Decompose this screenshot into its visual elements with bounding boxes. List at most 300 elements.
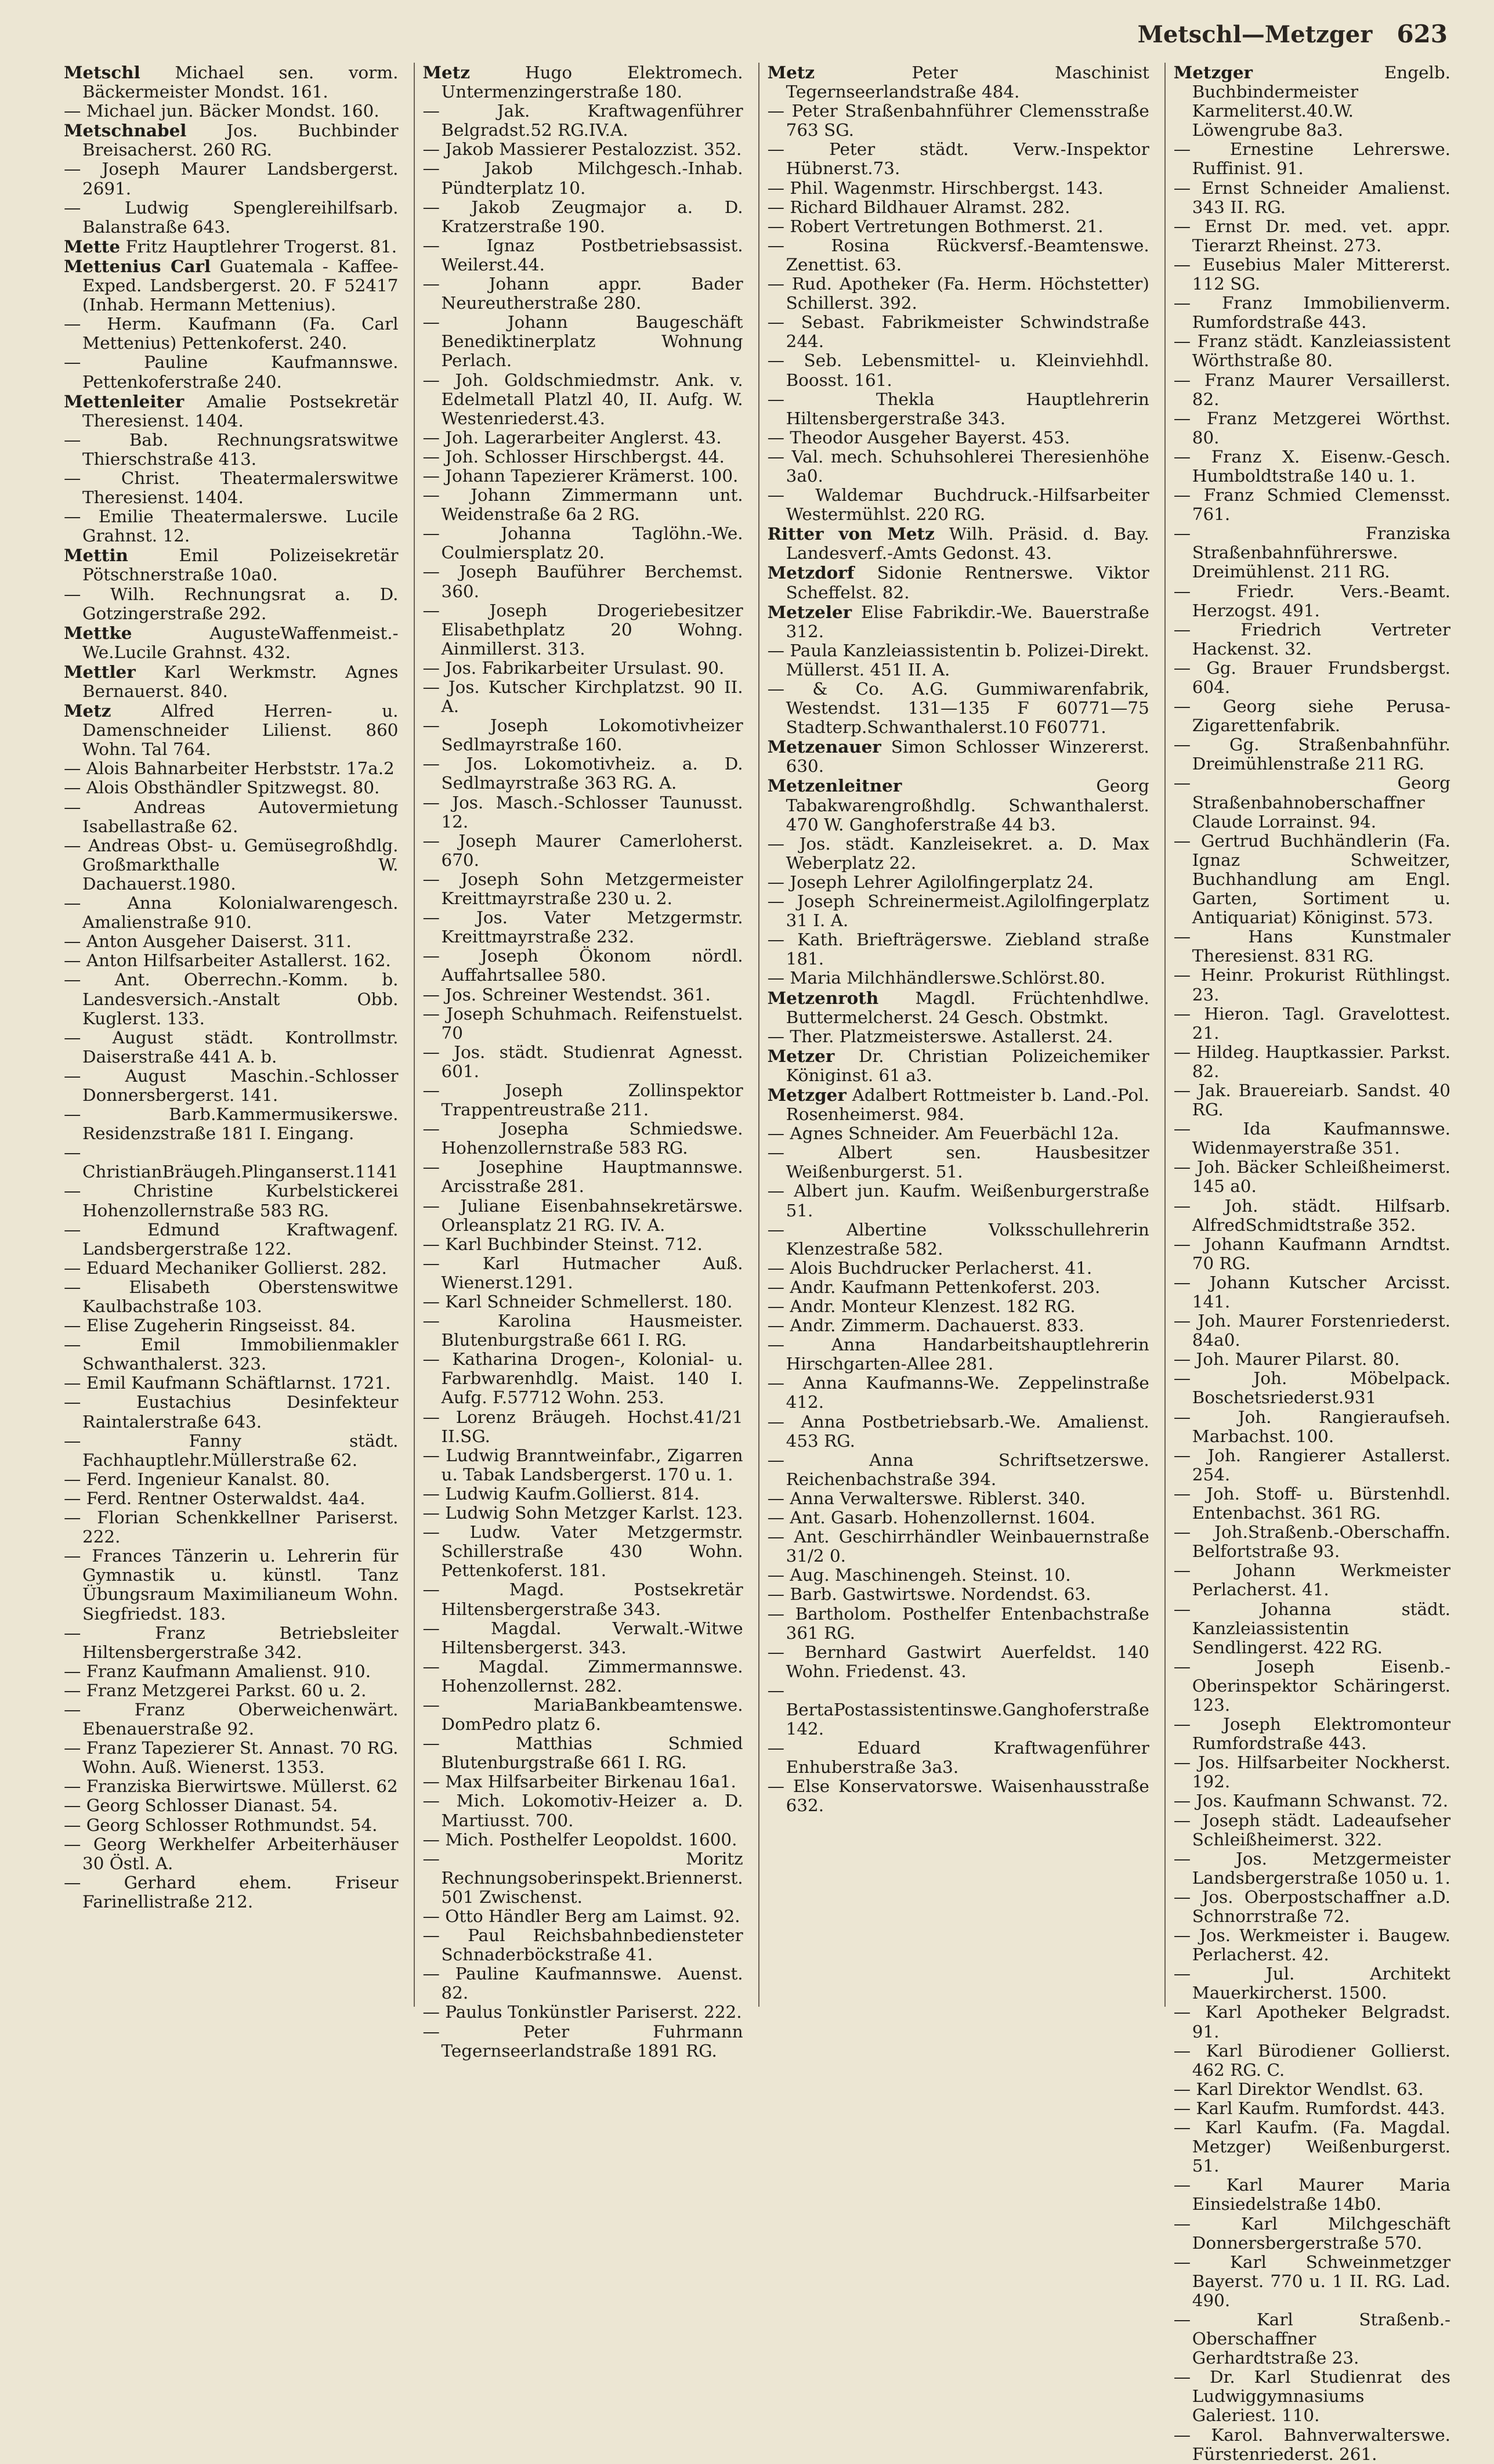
directory-entry [768, 428, 1149, 447]
directory-entry [1174, 1811, 1450, 1849]
directory-entry [423, 601, 743, 659]
entry-text: Peter Maschinist Tegernseerlandstraße 484. [786, 63, 1149, 102]
entry-text: — Emil Kaufmann Schäftlarnst. 1721. [64, 1373, 391, 1393]
entry-text: — Andr. Kaufmann Pettenkoferst. 203. [767, 1277, 1101, 1297]
directory-entry [64, 894, 399, 932]
directory-entry [423, 1523, 743, 1580]
entry-text: — Johanna städt. Kanzleiassistentin Sendlingerst. 422 RG. [1173, 1599, 1450, 1657]
entry-text: — Hildeg. Hauptkassier. Parkst. 82. [1173, 1042, 1450, 1081]
entry-text: — Joseph Schuhmach. Reifenstuelst. 70 [422, 1003, 743, 1043]
directory-entry [64, 1028, 399, 1067]
entry-text: — Franz X. Eisenw.-Gesch. Humboldtstraße 140 u. 1. [1173, 446, 1450, 486]
entry-text: — Joh. Rangierer Astallerst. 254. [1173, 1445, 1450, 1484]
entry-text: Simon Schlosser Winzererst. 630. [786, 737, 1149, 776]
entry-text: Karl Werkmstr. Agnes Bernauerst. 840. [82, 662, 399, 701]
entry-text: — Joseph Maurer Landsbergerst. 2691. [64, 159, 399, 198]
directory-entry [768, 198, 1149, 217]
entry-text: — Joh. Maurer Forstenriederst. 84a0. [1173, 1311, 1450, 1350]
entry-text: — Robert Vertretungen Bothmerst. 21. [767, 216, 1104, 236]
directory-entry [768, 524, 1149, 563]
entry-text: — Joh. Möbelpack. Boschetsriederst.931 [1173, 1368, 1450, 1408]
entry-text: — Georg Werkhelfer Arbeiterhäuser 30 Östl. A. [64, 1834, 399, 1873]
entry-text: Michael sen. vorm. Bäckermeister Mondst. 161. [82, 63, 399, 102]
entry-text: — Albert jun. Kaufm. Weißenburgerstraße 51. [767, 1181, 1149, 1220]
directory-entry [1174, 2176, 1450, 2214]
entry-text: — Pauline Kaufmannswe. Auenst. 82. [422, 1964, 743, 2003]
directory-entry [423, 236, 743, 274]
entry-surname: Mette [64, 236, 121, 256]
entry-text: — Karl Kaufm. (Fa. Magdal. Metzger) Weißenburgerst. 51. [1173, 2118, 1450, 2176]
entry-text: — Maria Milchhändlerswe.Schlörst.80. [767, 968, 1106, 988]
directory-entry [768, 1508, 1149, 1527]
directory-entry [423, 562, 743, 601]
entry-text: — Jak. Brauereiarb. Sandst. 40 RG. [1173, 1080, 1450, 1120]
column-1 [64, 63, 404, 2007]
directory-entry [64, 237, 399, 256]
entry-text: — Jos. Schreiner Westendst. 361. [422, 984, 711, 1005]
entry-text: — Jos. Kutscher Kirchplatzst. 90 II. A. [422, 677, 743, 717]
directory-entry [1174, 697, 1450, 735]
directory-entry [768, 680, 1149, 737]
entry-text: — Andreas Obst- u. Gemüsegroßhdlg. Großmarkthalle W. Dachauerst.1980. [64, 835, 399, 894]
entry-text: — Katharina Drogen-, Kolonial- u. Farbwarenhdlg. Maist. 140 I. Aufg. F.57712 Wohn. 253. [422, 1349, 743, 1408]
entry-text: Wilh. Präsid. d. Bay. Landesverf.-Amts Gedonst. 43. [786, 524, 1149, 563]
directory-entry [1174, 447, 1450, 486]
directory-entry [423, 1043, 743, 1081]
entry-surname: Metzenauer [767, 736, 881, 757]
entry-text: — Gg. Brauer Frundsbergst. 604. [1173, 657, 1450, 697]
entry-text: — Karol. Bahnverwalterswe. Fürstenriederst. 261. [1173, 2425, 1450, 2464]
entry-text: — Michael jun. Bäcker Mondst. 160. [64, 101, 379, 121]
directory-entry [64, 1143, 399, 1182]
directory-entry [423, 1619, 743, 1657]
entry-text: — Anna Handarbeitshauptlehrerin Hirschgarten-Allee 281. [767, 1335, 1149, 1374]
directory-entry [768, 1643, 1149, 1681]
entry-text: — Joh. Goldschmiedmstr. Ank. v. Edelmetall Platzl 40, II. Aufg. W. Westenriederst.43. [422, 370, 743, 428]
entry-text: — Franz Betriebsleiter Hiltensbergerstraße 342. [64, 1623, 399, 1662]
directory-entry [64, 836, 399, 894]
directory-entry [768, 63, 1149, 102]
directory-entry [423, 985, 743, 1005]
entry-text: — Franz Metzgerei Wörthst. 80. [1173, 408, 1450, 447]
entry-text: Emil Polizeisekretär Pötschnerstraße 10a0. [82, 545, 399, 585]
directory-entry [768, 930, 1149, 969]
directory-entry [423, 371, 743, 428]
directory-entry [768, 1278, 1149, 1297]
entry-text: — Friedr. Vers.-Beamt. Herzogst. 491. [1173, 581, 1450, 620]
directory-entry [423, 870, 743, 908]
page-header [986, 20, 1448, 55]
entry-text: — Jak. Kraftwagenführer Belgradst.52 RG.IV.A. [422, 101, 743, 140]
directory-entry [1174, 1273, 1450, 1312]
directory-entry [768, 1605, 1149, 1643]
directory-entry [1174, 2253, 1450, 2310]
entry-text: — Alois Bahnarbeiter Herbststr. 17a.2 [64, 758, 395, 779]
directory-entry [423, 1158, 743, 1196]
entry-text: — Lorenz Bräugeh. Hochst.41/21 II.SG. [422, 1407, 743, 1446]
directory-entry [64, 1182, 399, 1220]
column-4 [1164, 62, 1456, 2464]
directory-entry [64, 932, 399, 951]
entry-text: — BertaPostassistentinswe.Ganghoferstraße 142. [767, 1680, 1149, 1739]
entry-text: — Franz Tapezierer St. Annast. 70 RG. Wohn. Auß. Wienerst. 1353. [64, 1738, 399, 1777]
running-title: Metschl—Metzger [1137, 21, 1373, 48]
entry-text: — Edmund Kraftwagenf. Landsbergerstraße 122. [64, 1219, 399, 1259]
entry-text: — Karl Schneider Schmellerst. 180. [422, 1292, 733, 1312]
entry-text: — Anna Kolonialwarengesch. Amalienstraße 910. [64, 893, 399, 933]
directory-entry [64, 1816, 399, 1835]
entry-text: — Jos. Lokomotivheiz. a. D. Sedlmayrstraße 363 RG. A. [422, 754, 743, 793]
directory-entry [423, 486, 743, 524]
entry-text: — Herm. Kaufmann (Fa. Carl Mettenius) Pettenkoferst. 240. [64, 314, 399, 353]
entry-text: — Karolina Hausmeister. Blutenburgstraße 661 I. RG. [422, 1311, 743, 1350]
entry-surname: Mettke [64, 622, 132, 643]
directory-entry [423, 2003, 743, 2022]
entry-surname: Metz [422, 62, 471, 82]
entry-text: — Franz Schmied Clemensst. 761. [1173, 485, 1450, 525]
directory-entry [768, 988, 1149, 1027]
directory-entry [768, 1297, 1149, 1316]
directory-entry [1174, 1369, 1450, 1407]
directory-entry [1174, 1005, 1450, 1043]
directory-entry [423, 313, 743, 370]
directory-entry [1174, 1350, 1450, 1369]
entry-text: — Joh. Maurer Pilarst. 80. [1173, 1349, 1400, 1370]
directory-entry [64, 1873, 399, 1912]
entry-text: — Christ. Theatermalerswitwe Theresienst. 1404. [64, 468, 399, 508]
directory-entry [768, 1143, 1149, 1182]
entry-text: — MariaBankbeamtenswe. DomPedro platz 6. [422, 1695, 743, 1735]
directory-entry [64, 392, 399, 431]
entry-text: — Seb. Lebensmittel- u. Kleinviehhdl. Boosst. 161. [767, 351, 1149, 390]
directory-entry [768, 641, 1149, 680]
directory-entry [768, 1027, 1149, 1046]
directory-entry [64, 585, 399, 623]
entry-text: — Jos. Vater Metzgermstr. Kreittmayrstraße 232. [422, 908, 743, 947]
directory-entry [768, 737, 1149, 776]
directory-entry [64, 353, 399, 391]
directory-entry [64, 1700, 399, 1739]
directory-entry [423, 1235, 743, 1254]
entry-text: — Ant. Geschirrhändler Weinbauernstraße 31/2 0. [767, 1527, 1149, 1566]
entry-text: — Ferd. Ingenieur Kanalst. 80. [64, 1469, 330, 1489]
directory-entry [64, 1777, 399, 1796]
entry-text: — Waldemar Buchdruck.-Hilfsarbeiter Westermühlst. 220 RG. [767, 485, 1149, 525]
directory-entry [423, 1119, 743, 1158]
entry-text: — Emilie Theatermalerswe. Lucile Grahnst. 12. [64, 507, 399, 546]
directory-entry [1174, 2426, 1450, 2464]
entry-text: — Mich. Lokomotiv-Heizer a. D. Martiusst. 700. [422, 1791, 743, 1830]
directory-entry [1174, 620, 1450, 659]
directory-entry [1174, 1926, 1450, 1964]
directory-entry [423, 678, 743, 716]
entry-text: — Georg Schlosser Dianast. 54. [64, 1795, 338, 1816]
entry-text: — Gertrud Buchhändlerin (Fa. Ignaz Schweitzer, Buchhandlung am Engl. Garten, Sortiment u. Antiquariat) Königinst. 573. [1173, 830, 1450, 928]
directory-entry [64, 198, 399, 237]
entry-text: — Max Hilfsarbeiter Birkenau 16a1. [422, 1772, 736, 1792]
directory-entry [423, 102, 743, 140]
entry-text: — Agnes Schneider. Am Feuerbächl 12a. [767, 1123, 1119, 1144]
directory-entry [768, 1739, 1149, 1777]
directory-entry [423, 140, 743, 159]
directory-entry [1174, 179, 1450, 217]
entry-surname: Metzenleitner [767, 775, 902, 796]
directory-entry [64, 1316, 399, 1335]
entry-text: — Emil Immobilienmakler Schwanthalerst. 323. [64, 1335, 399, 1374]
directory-entry [423, 198, 743, 236]
directory-entry [768, 602, 1149, 641]
entry-text: — Barb. Gastwirtswe. Nordendst. 63. [767, 1584, 1091, 1605]
directory-entry [768, 834, 1149, 873]
directory-entry [1174, 332, 1450, 370]
directory-entry [64, 951, 399, 970]
entry-text: Dr. Christian Polizeichemiker Königinst. 61 a3. [786, 1046, 1149, 1085]
directory-entry [423, 1197, 743, 1235]
entry-text: — Karl Straßenb.-Oberschaffner Gerhardtstraße 23. [1173, 2309, 1450, 2368]
directory-entry [768, 1374, 1149, 1412]
directory-entry [423, 1446, 743, 1484]
entry-text: Elise Fabrikdir.-We. Bauerstraße 312. [786, 602, 1149, 641]
entry-text: — Joseph Drogeriebesitzer Elisabethplatz 20 Wohng. Ainmillerst. 313. [422, 600, 743, 659]
entry-text: — Karl Hutmacher Auß. Wienerst.1291. [422, 1253, 743, 1292]
directory-entry [423, 1005, 743, 1043]
directory-entry [423, 1350, 743, 1407]
directory-entry [1174, 1119, 1450, 1158]
directory-entry [423, 1254, 743, 1292]
entry-text: — Joseph städt. Ladeaufseher Schleißheimerst. 322. [1173, 1810, 1450, 1849]
entry-text: — Franziska Straßenbahnführerswe. Dreimühlenst. 211 RG. [1173, 523, 1450, 582]
entry-surname: Metzer [767, 1045, 835, 1066]
directory-entry [1174, 2080, 1450, 2099]
entry-text: — Eustachius Desinfekteur Raintalerstraße 643. [64, 1392, 399, 1432]
directory-entry [423, 659, 743, 678]
entry-text: — Anna Kaufmanns-We. Zeppelinstraße 412. [767, 1373, 1149, 1412]
directory-entry [768, 217, 1149, 236]
directory-entry [64, 1662, 399, 1681]
entry-text: — & Co. A.G. Gummiwarenfabrik, Westendst. 131—135 F 60771—75 Stadterp.Schwanthalerst.10 F60771. [767, 679, 1149, 738]
entry-text: — Aug. Maschinengeh. Steinst. 10. [767, 1565, 1071, 1585]
entry-text: — Anna Verwalterswe. Riblerst. 340. [767, 1488, 1086, 1508]
directory-entry [1174, 2118, 1450, 2176]
entry-text: — Heinr. Prokurist Rüthlingst. 23. [1173, 965, 1450, 1005]
entry-text: — Joseph Sohn Metzgermeister Kreittmayrstraße 230 u. 2. [422, 869, 743, 909]
entry-text: — Gg. Straßenbahnführ. Dreimühlenstraße 211 RG. [1173, 735, 1450, 774]
directory-entry [64, 1220, 399, 1259]
entry-text: — Pauline Kaufmannswe. Pettenkoferstraße 240. [64, 352, 399, 392]
entry-text: — Anna Schriftsetzerswe. Reichenbachstraße 394. [767, 1450, 1149, 1489]
entry-text: — Georg siehe Perusa-Zigarettenfabrik. [1173, 696, 1450, 736]
entry-text: — Ther. Platzmeisterswe. Astallerst. 24. [767, 1026, 1113, 1046]
entry-text: — Andr. Zimmerm. Dachauerst. 833. [767, 1316, 1084, 1336]
entry-text: — Peter Straßenbahnführer Clemensstraße 763 SG. [767, 101, 1149, 140]
directory-entry [768, 1585, 1149, 1604]
entry-text: — Florian Schenkkellner Pariserst. 222. [64, 1508, 399, 1547]
entry-text: — Ferd. Rentner Osterwaldst. 4a4. [64, 1488, 366, 1508]
directory-entry [64, 1547, 399, 1623]
directory-entry [768, 1412, 1149, 1451]
directory-entry [423, 447, 743, 467]
entry-text: Alfred Herren- u. Damenschneider Lilienst. 860 Wohn. Tal 764. [82, 701, 399, 760]
entry-text: — Magdal. Zimmermannswe. Hohenzollernst. 282. [422, 1656, 743, 1696]
directory-entry [1174, 966, 1450, 1004]
entry-text: — Karl Milchgeschäft Donnersbergerstraße 570. [1173, 2213, 1450, 2253]
directory-entry [423, 524, 743, 562]
directory-entry [768, 969, 1149, 988]
directory-entry [1174, 1561, 1450, 1599]
entry-text: — Paula Kanzleiassistentin b. Polizei-Direkt. Müllerst. 451 II. A. [767, 640, 1149, 680]
directory-entry [1174, 1235, 1450, 1273]
directory-entry [423, 832, 743, 870]
directory-entry [1174, 1081, 1450, 1119]
directory-entry [768, 563, 1149, 602]
directory-entry [768, 1566, 1149, 1585]
entry-text: — Elisabeth Oberstenswitwe Kaulbachstraße 103. [64, 1277, 399, 1316]
directory-entry [768, 1777, 1149, 1815]
entry-text: — Mich. Posthelfer Leopoldst. 1600. [422, 1829, 737, 1849]
directory-entry [1174, 524, 1450, 581]
directory-entry [423, 1504, 743, 1523]
directory-entry [768, 1316, 1149, 1335]
entry-text: — Joh. Rangieraufseh. Marbachst. 100. [1173, 1407, 1450, 1446]
directory-entry [1174, 2042, 1450, 2080]
directory-entry [1174, 2003, 1450, 2041]
entry-text: — Jul. Architekt Mauerkircherst. 1500. [1173, 1964, 1450, 2003]
entry-text: — Joseph Bauführer Berchemst. 360. [422, 562, 743, 601]
directory-entry [768, 873, 1149, 892]
directory-entry [1174, 2099, 1450, 2118]
entry-text: Hugo Elektromech. Untermenzingerstraße 180. [441, 63, 743, 102]
directory-entry [64, 1335, 399, 1374]
directory-entry [1174, 294, 1450, 332]
directory-entry [768, 236, 1149, 274]
entry-surname: Metzenroth [767, 987, 879, 1008]
page-number: 623 [1397, 20, 1448, 48]
entry-text: — Ludwig Kaufm.Gollierst. 814. [422, 1483, 700, 1504]
directory-entry [423, 1312, 743, 1350]
directory-entry [423, 159, 743, 197]
directory-entry [768, 447, 1149, 486]
directory-entry [1174, 1715, 1450, 1753]
directory-entry [423, 1696, 743, 1734]
entry-text: — Joh.Straßenb.-Oberschaffn. Belfortstraße 93. [1173, 1522, 1450, 1562]
entry-text: — Anton Ausgeher Daiserst. 311. [64, 931, 352, 952]
directory-entry [64, 431, 399, 469]
directory-entry [1174, 63, 1450, 140]
entry-text: — Hans Kunstmaler Theresienst. 831 RG. [1173, 927, 1450, 966]
directory-entry [64, 256, 399, 315]
directory-entry [64, 1259, 399, 1278]
entry-text: — Jakob Zeugmajor a. D. Kratzerstraße 190. [422, 197, 743, 236]
directory-entry [423, 1830, 743, 1849]
entry-text: — Johann Kaufmann Arndtst. 70 RG. [1173, 1234, 1450, 1273]
directory-entry [423, 946, 743, 985]
entry-surname: Metschl [64, 62, 140, 82]
entry-text: — Wilh. Rechnungsrat a. D. Gotzingerstraße 292. [64, 584, 399, 623]
entry-text: — Joh. Bäcker Schleißheimerst. 145 a0. [1173, 1157, 1450, 1197]
entry-text: — Phil. Wagenmstr. Hirschbergst. 143. [767, 178, 1104, 198]
directory-entry [1174, 2214, 1450, 2253]
directory-entry [64, 160, 399, 198]
directory-entry [423, 274, 743, 313]
directory-entry [64, 469, 399, 507]
entry-text: — Juliane Eisenbahnsekretärswe. Orleansplatz 21 RG. IV. A. [422, 1195, 743, 1235]
entry-text: — Karl Schweinmetzger Bayerst. 770 u. 1 II. RG. Lad. 490. [1173, 2252, 1450, 2310]
entry-text: — Hieron. Tagl. Gravelottest. 21. [1173, 1003, 1450, 1043]
entry-text: — Rosina Rückversf.-Beamtenswe. Zenettist. 63. [767, 235, 1149, 274]
directory-entry [64, 1739, 399, 1777]
entry-text: — Else Konservatorswe. Waisenhausstraße 632. [767, 1776, 1149, 1816]
entry-text: — Franz Kaufmann Amalienst. 910. [64, 1661, 371, 1681]
entry-text: — Peter Fuhrmann Tegernseerlandstraße 1891 RG. [422, 2021, 743, 2061]
entry-text: — Val. mech. Schuhsohlerei Theresienhöhe 3a0. [767, 446, 1149, 486]
entry-text: — Peter städt. Verw.-Inspektor Hübnerst.73. [767, 139, 1149, 179]
directory-entry [64, 1105, 399, 1143]
entry-text: — Karl Direktor Wendlst. 63. [1173, 2079, 1424, 2099]
entry-text: — Johann Baugeschäft Benediktinerplatz Wohnung Perlach. [422, 312, 743, 371]
entry-text: — Karl Bürodiener Gollierst. 462 RG. C. [1173, 2040, 1450, 2080]
directory-entry [64, 623, 399, 662]
entry-text: — Josephine Hauptmannswe. Arcisstraße 281. [422, 1157, 743, 1197]
directory-entry [768, 1335, 1149, 1374]
directory-entry [423, 1484, 743, 1504]
entry-text: — Jos. Hilfsarbeiter Nockherst. 192. [1173, 1753, 1450, 1792]
directory-entry [423, 1081, 743, 1119]
directory-entry [64, 1374, 399, 1393]
entry-text: Sidonie Rentnerswe. Viktor Scheffelst. 82. [786, 563, 1149, 602]
entry-text: — Joseph Schreinermeist.Agilolfingerplatz 31 I. A. [767, 891, 1149, 931]
entry-text: — Ludw. Vater Metzgermstr. Schillerstraße 430 Wohn. Pettenkoferst. 181. [422, 1522, 743, 1581]
directory-entry [768, 351, 1149, 389]
entry-text: — Richard Bildhauer Alramst. 282. [767, 197, 1070, 217]
entry-text: — Joh. städt. Hilfsarb. AlfredSchmidtstraße 352. [1173, 1195, 1450, 1235]
entry-text: — Christine Kurbelstickerei Hohenzollernstraße 583 RG. [64, 1181, 399, 1220]
directory-entry [768, 1220, 1149, 1259]
directory-entry [64, 759, 399, 778]
directory-entry [768, 1085, 1149, 1124]
directory-entry [768, 1182, 1149, 1220]
directory-entry [1174, 774, 1450, 831]
entry-text: — Jos. städt. Kanzleisekret. a. D. Max Weberplatz 22. [767, 833, 1149, 873]
entry-text: Amalie Postsekretär Theresienst. 1404. [82, 391, 399, 431]
entry-text: — Ant. Oberrechn.-Komm. b. Landesversich.-Anstalt Obb. Kuglerst. 133. [64, 970, 399, 1028]
entry-text: — Alois Buchdrucker Perlacherst. 41. [767, 1258, 1093, 1278]
directory-entry [64, 63, 399, 102]
entry-text: — Georg Straßenbahnoberschaffner Claude Lorrainst. 94. [1173, 773, 1450, 832]
directory-entry [423, 908, 743, 946]
entry-text: — Joseph Lehrer Agilolfingerplatz 24. [767, 872, 1094, 892]
directory-entry [1174, 927, 1450, 966]
directory-entry [64, 1835, 399, 1873]
entry-surname: Mettler [64, 661, 136, 682]
entry-text: — Albert sen. Hausbesitzer Weißenburgerst. 51. [767, 1143, 1149, 1182]
entry-text: — Bernhard Gastwirt Auerfeldst. 140 Wohn. Friedenst. 43. [767, 1642, 1149, 1681]
directory-entry [768, 140, 1149, 178]
directory-entry [1174, 409, 1450, 447]
directory-entry [64, 102, 399, 121]
entry-text: — Kath. Briefträgerswe. Ziebland straße 181. [767, 930, 1149, 969]
entry-text: — Paul Reichsbahnbediensteter Schnaderböckstraße 41. [422, 1925, 743, 1965]
entry-text: — Eduard Kraftwagenführer Enhuberstraße 3a3. [767, 1738, 1149, 1777]
directory-entry [64, 778, 399, 797]
directory-entry [768, 892, 1149, 930]
directory-entry [64, 1796, 399, 1815]
entry-text: — Joseph Ökonom nördl. Auffahrtsallee 580. [422, 946, 743, 985]
directory-entry [423, 1580, 743, 1618]
directory-entry [423, 1734, 743, 1772]
entry-surname: Metz [64, 700, 111, 721]
directory-entry [768, 102, 1149, 140]
entry-text: — Alois Obsthändler Spitzwegst. 80. [64, 778, 380, 798]
